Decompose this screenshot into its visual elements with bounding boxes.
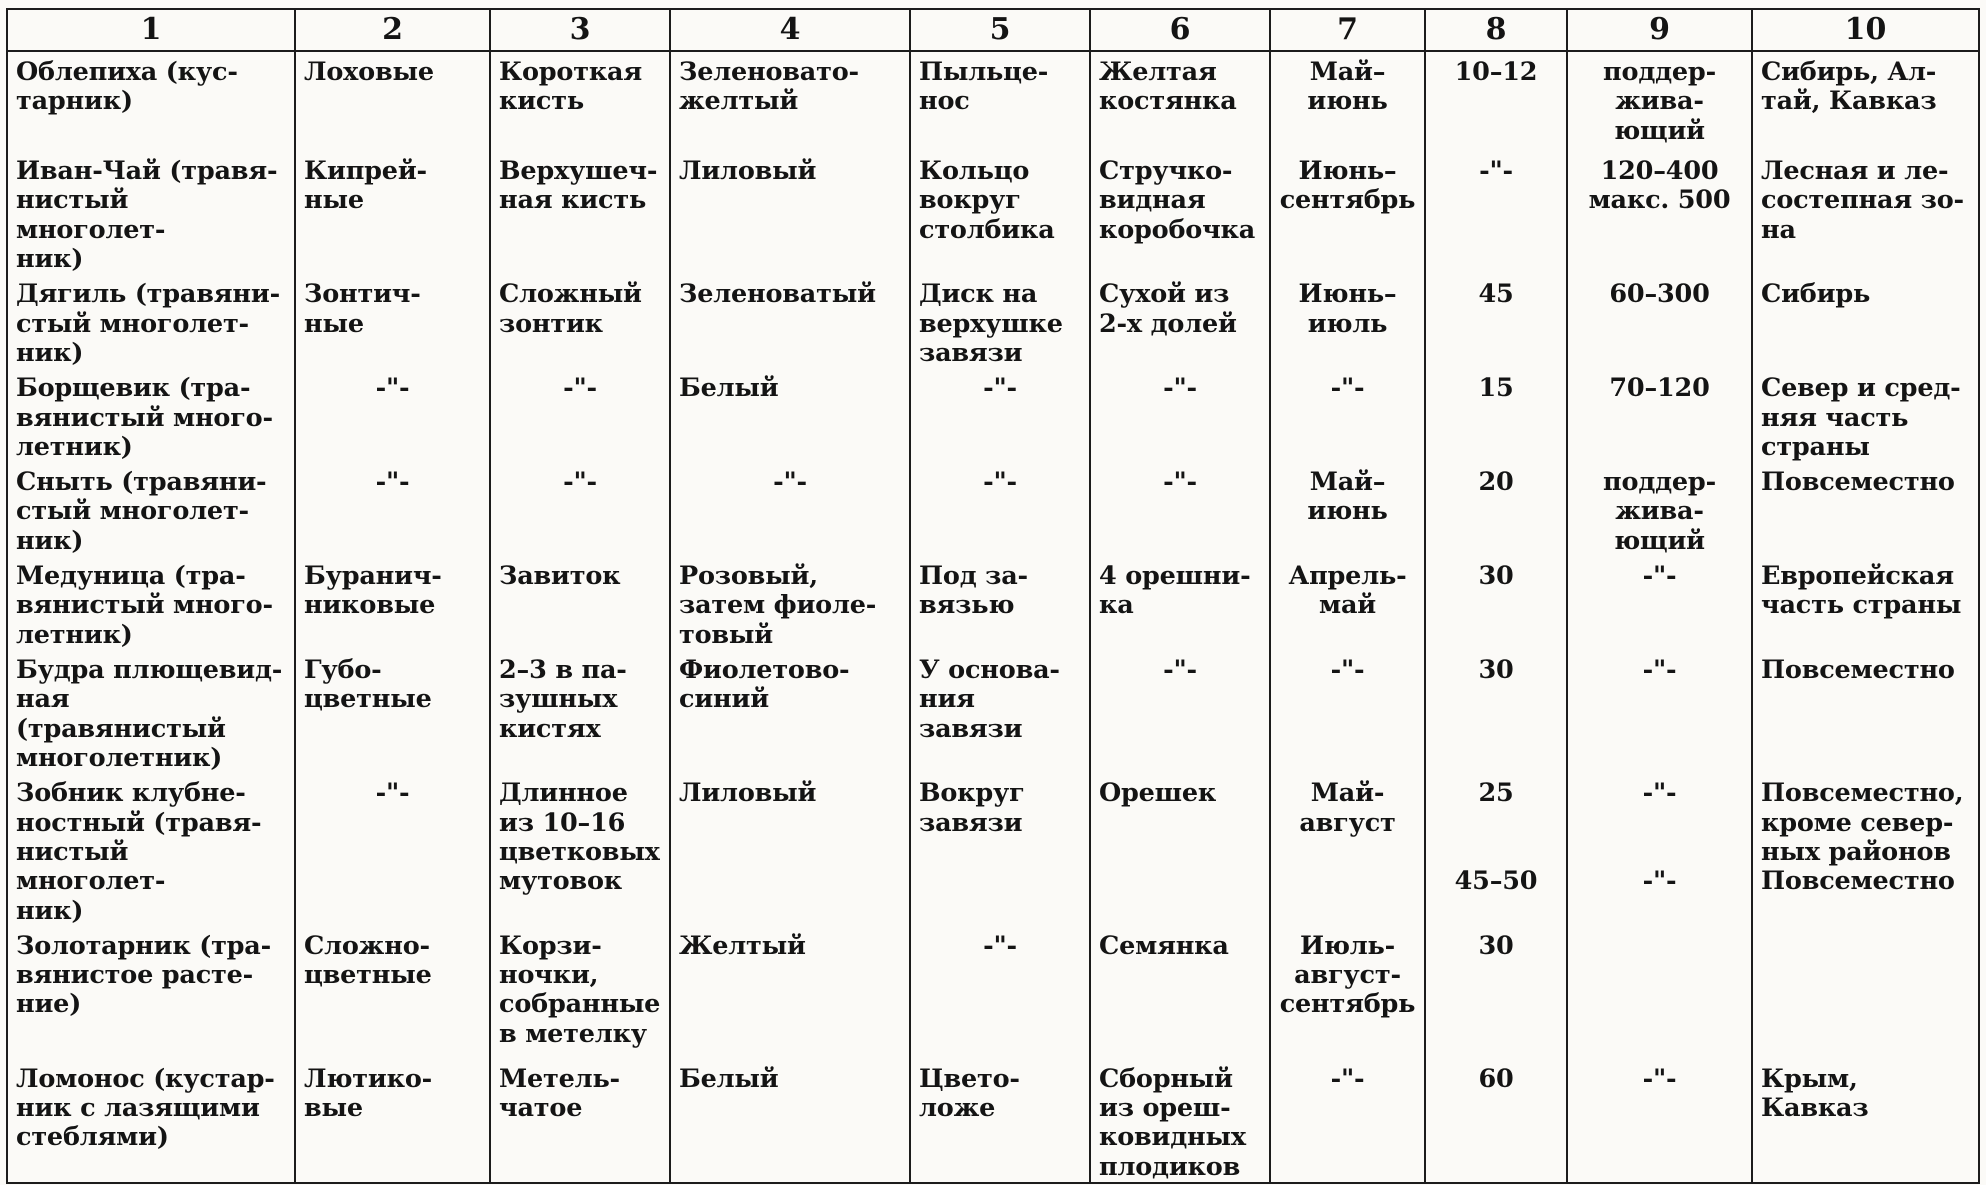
cell-text: Сухой из 2-х долей — [1099, 279, 1237, 339]
header-row — [7, 9, 1979, 51]
cell-flower-color — [670, 151, 910, 274]
cell-sugar-content — [1567, 274, 1752, 368]
cell-text: Ломонос (кустар- ник с лазящими стеблями) — [16, 1063, 275, 1153]
cell-text: 70–120 — [1609, 373, 1710, 404]
cell-flowering-period — [1270, 274, 1425, 368]
table-row — [7, 51, 1979, 151]
cell-plant-family — [295, 368, 490, 462]
cell-text: Май– июнь — [1307, 467, 1388, 527]
cell-text: 30 — [1478, 561, 1514, 592]
cell-text: Семянка — [1099, 930, 1229, 961]
cell-inflorescence — [490, 1059, 670, 1183]
cell-plant-family — [295, 51, 490, 151]
cell-text: Вокруг завязи — [919, 778, 1025, 838]
cell-text: Кольцо вокруг столбика — [919, 156, 1055, 245]
cell-plant-family — [295, 151, 490, 274]
cell-text: Желтая костянка — [1099, 57, 1237, 117]
cell-text: У основа- ния завязи — [919, 655, 1060, 744]
cell-text: 30 — [1478, 655, 1514, 685]
cell-text: Лоховые — [304, 57, 434, 87]
cell-fruit-type — [1090, 51, 1270, 151]
cell-text: Сборный из ореш- ковидных плодиков — [1099, 1063, 1246, 1182]
cell-sugar-content — [1567, 462, 1752, 556]
cell-honey-productivity — [1425, 151, 1567, 274]
cell-text: Завиток — [499, 561, 621, 592]
cell-nectary-location — [910, 1059, 1090, 1183]
cell-text: Сложный зонтик — [499, 279, 642, 339]
cell-plant-name — [7, 650, 295, 773]
cell-text: Сибирь — [1761, 279, 1871, 310]
cell-text: поддер- жива- ющий — [1603, 467, 1716, 556]
column-header: 4 — [670, 9, 910, 51]
cell-plant-name — [7, 926, 295, 1059]
cell-nectary-location — [910, 926, 1090, 1059]
cell-inflorescence — [490, 556, 670, 650]
cell-text: 4 орешни- ка — [1099, 561, 1251, 621]
cell-text: Повсеместно — [1761, 467, 1955, 498]
column-header: 6 — [1090, 9, 1270, 51]
cell-text: 30 — [1478, 930, 1514, 961]
cell-fruit-type — [1090, 926, 1270, 1059]
cell-flowering-period — [1270, 368, 1425, 462]
cell-text: -"- — [1330, 1063, 1365, 1094]
cell-sugar-content — [1567, 368, 1752, 462]
cell-honey-productivity — [1425, 274, 1567, 368]
cell-sugar-content — [1567, 556, 1752, 650]
cell-plant-family — [295, 556, 490, 650]
cell-text: 120–400 макс. 500 — [1588, 156, 1731, 216]
cell-text: Дягиль (травяни- стый многолет- ник) — [16, 279, 280, 368]
cell-text: Стручко- видная коробочка — [1099, 156, 1256, 245]
cell-flowering-period — [1270, 462, 1425, 556]
column-header: 9 — [1567, 9, 1752, 51]
cell-plant-name — [7, 274, 295, 368]
cell-sugar-content — [1567, 773, 1752, 926]
cell-plant-family — [295, 1059, 490, 1183]
cell-text: -"- — [983, 373, 1017, 404]
cell-text: Иван-Чай (травя- нистый многолет- ник) — [16, 156, 278, 274]
cell-sugar-content — [1567, 650, 1752, 773]
cell-text: Белый — [679, 1063, 779, 1094]
cell-distribution-area — [1752, 462, 1979, 556]
column-header: 2 — [295, 9, 490, 51]
cell-text: Сложно- цветные — [304, 930, 432, 991]
cell-text: Диск на верхушке завязи — [919, 279, 1063, 368]
cell-text: -"- — [375, 778, 410, 809]
cell-text: -"- — [1642, 655, 1677, 685]
cell-flowering-period — [1270, 926, 1425, 1059]
honey-plants-table — [6, 8, 1980, 1184]
cell-text: Сибирь, Ал- тай, Кавказ — [1761, 57, 1937, 117]
cell-text: Повсеместно — [1761, 655, 1955, 685]
cell-honey-productivity — [1425, 926, 1567, 1059]
cell-flowering-period — [1270, 773, 1425, 926]
cell-text: -"- — [375, 373, 410, 404]
cell-text: Под за- вязью — [919, 561, 1028, 621]
cell-plant-family — [295, 274, 490, 368]
cell-text: -"- — [983, 467, 1017, 498]
cell-sugar-content — [1567, 151, 1752, 274]
cell-text: 25 45–50 — [1454, 778, 1538, 897]
cell-flowering-period — [1270, 1059, 1425, 1183]
cell-text: Облепиха (кус- тарник) — [16, 57, 238, 117]
cell-distribution-area — [1752, 1059, 1979, 1183]
cell-text: Пыльце- нос — [919, 57, 1049, 117]
cell-flower-color — [670, 462, 910, 556]
cell-sugar-content — [1567, 926, 1752, 1059]
cell-text: -"- — [375, 467, 410, 498]
cell-flowering-period — [1270, 51, 1425, 151]
cell-text: Май- август — [1299, 778, 1396, 838]
cell-text: Цвето- ложе — [919, 1063, 1020, 1124]
cell-text: Метель- чатое — [499, 1063, 620, 1124]
cell-text: Орешек — [1099, 778, 1217, 809]
cell-fruit-type — [1090, 462, 1270, 556]
cell-text: Июль- август- сентябрь — [1279, 930, 1416, 1020]
table-row — [7, 368, 1979, 462]
table-row — [7, 926, 1979, 1059]
column-header: 5 — [910, 9, 1090, 51]
table-row — [7, 462, 1979, 556]
cell-honey-productivity — [1425, 51, 1567, 151]
cell-distribution-area — [1752, 926, 1979, 1059]
cell-text: Кипрей- ные — [304, 156, 427, 216]
table-row — [7, 773, 1979, 926]
table-row — [7, 274, 1979, 368]
cell-plant-name — [7, 773, 295, 926]
cell-text: -"- — [563, 467, 597, 498]
table-row — [7, 1059, 1979, 1183]
cell-inflorescence — [490, 773, 670, 926]
cell-text: Белый — [679, 373, 779, 404]
cell-text: -"- — [1330, 655, 1365, 685]
column-header: 10 — [1752, 9, 1979, 51]
cell-text: Золотарник (тра- вянистое расте- ние) — [16, 930, 272, 1020]
cell-text: 60–300 — [1609, 279, 1710, 310]
cell-text: -"- — [1163, 373, 1197, 404]
cell-plant-name — [7, 368, 295, 462]
cell-fruit-type — [1090, 1059, 1270, 1183]
cell-inflorescence — [490, 51, 670, 151]
column-header: 1 — [7, 9, 295, 51]
cell-flower-color — [670, 556, 910, 650]
cell-flower-color — [670, 368, 910, 462]
cell-nectary-location — [910, 368, 1090, 462]
cell-flower-color — [670, 274, 910, 368]
cell-fruit-type — [1090, 556, 1270, 650]
cell-text: -"- — [773, 467, 807, 498]
cell-text: Верхушеч- ная кисть — [499, 156, 658, 216]
cell-distribution-area — [1752, 151, 1979, 274]
cell-plant-family — [295, 650, 490, 773]
cell-nectary-location — [910, 556, 1090, 650]
cell-fruit-type — [1090, 650, 1270, 773]
cell-flowering-period — [1270, 151, 1425, 274]
cell-text: Зеленовато- желтый — [679, 57, 859, 117]
cell-flower-color — [670, 650, 910, 773]
table-row — [7, 151, 1979, 274]
cell-text: Будра плющевид- ная (травянистый многолетник) — [16, 655, 283, 773]
cell-text: -"- -"- — [1642, 778, 1677, 897]
cell-inflorescence — [490, 151, 670, 274]
column-header: 7 — [1270, 9, 1425, 51]
cell-text: Медуница (тра- вянистый много- летник) — [16, 561, 273, 650]
cell-text: Зеленоватый — [679, 279, 876, 310]
cell-fruit-type — [1090, 773, 1270, 926]
cell-distribution-area — [1752, 51, 1979, 151]
cell-sugar-content — [1567, 1059, 1752, 1183]
cell-inflorescence — [490, 274, 670, 368]
cell-text: Север и сред- няя часть страны — [1761, 373, 1961, 462]
cell-text: Зобник клубне- ностный (травя- нистый многолет- ник) — [16, 778, 262, 926]
cell-text: Борщевик (тра- вянистый много- летник) — [16, 373, 273, 462]
cell-plant-name — [7, 51, 295, 151]
table-row — [7, 650, 1979, 773]
cell-text: Лиловый — [679, 156, 817, 186]
cell-plant-family — [295, 462, 490, 556]
cell-distribution-area — [1752, 368, 1979, 462]
cell-fruit-type — [1090, 368, 1270, 462]
cell-text: Лесная и ле- состепная зо- на — [1761, 156, 1964, 245]
cell-nectary-location — [910, 462, 1090, 556]
cell-honey-productivity — [1425, 773, 1567, 926]
cell-text: Лютико- вые — [304, 1063, 433, 1124]
cell-text: Длинное из 10–16 цветковых мутовок — [499, 778, 660, 897]
cell-distribution-area — [1752, 556, 1979, 650]
cell-fruit-type — [1090, 274, 1270, 368]
cell-plant-name — [7, 462, 295, 556]
cell-text: Европейская часть страны — [1761, 561, 1962, 621]
cell-text: Розовый, затем фиоле- товый — [679, 561, 877, 650]
cell-text: Губо- цветные — [304, 655, 432, 715]
cell-text: Май– июнь — [1307, 57, 1388, 117]
cell-plant-family — [295, 926, 490, 1059]
cell-flower-color — [670, 773, 910, 926]
cell-text: -"- — [563, 373, 597, 404]
cell-text: 10–12 — [1454, 57, 1538, 87]
cell-nectary-location — [910, 773, 1090, 926]
cell-text: -"- — [1163, 655, 1197, 685]
cell-plant-name — [7, 1059, 295, 1183]
cell-flower-color — [670, 926, 910, 1059]
cell-sugar-content — [1567, 51, 1752, 151]
cell-nectary-location — [910, 151, 1090, 274]
cell-inflorescence — [490, 462, 670, 556]
cell-text: Июнь– июль — [1298, 279, 1397, 339]
cell-text: -"- — [1642, 1063, 1677, 1094]
cell-plant-name — [7, 556, 295, 650]
cell-flower-color — [670, 51, 910, 151]
cell-text: Апрель- май — [1288, 561, 1407, 621]
cell-inflorescence — [490, 650, 670, 773]
column-header: 8 — [1425, 9, 1567, 51]
cell-nectary-location — [910, 51, 1090, 151]
cell-flowering-period — [1270, 650, 1425, 773]
cell-text: Крым, Кавказ — [1761, 1063, 1869, 1124]
cell-honey-productivity — [1425, 368, 1567, 462]
cell-text: 60 — [1478, 1063, 1514, 1094]
cell-text: -"- — [1330, 373, 1365, 404]
cell-text: Буранич- никовые — [304, 561, 442, 621]
cell-honey-productivity — [1425, 650, 1567, 773]
table-row — [7, 556, 1979, 650]
column-header: 3 — [490, 9, 670, 51]
cell-distribution-area — [1752, 773, 1979, 926]
cell-text: -"- — [1163, 467, 1197, 498]
cell-flower-color — [670, 1059, 910, 1183]
cell-nectary-location — [910, 274, 1090, 368]
cell-text: Желтый — [679, 930, 806, 961]
cell-text: Зонтич- ные — [304, 279, 421, 339]
cell-text: Сныть (травяни- стый многолет- ник) — [16, 467, 267, 556]
cell-text: Повсеместно, кроме север- ных районов Повсеместно — [1761, 778, 1964, 897]
cell-text: -"- — [983, 930, 1017, 961]
cell-text: -"- — [1479, 156, 1513, 186]
cell-text: Короткая кисть — [499, 57, 643, 117]
cell-honey-productivity — [1425, 556, 1567, 650]
cell-distribution-area — [1752, 650, 1979, 773]
cell-plant-name — [7, 151, 295, 274]
cell-text: 20 — [1478, 467, 1514, 498]
cell-distribution-area — [1752, 274, 1979, 368]
cell-text: 2–3 в па- зушных кистях — [499, 655, 627, 744]
cell-honey-productivity — [1425, 1059, 1567, 1183]
cell-flowering-period — [1270, 556, 1425, 650]
cell-inflorescence — [490, 368, 670, 462]
cell-text: -"- — [1642, 561, 1677, 592]
cell-plant-family — [295, 773, 490, 926]
cell-nectary-location — [910, 650, 1090, 773]
cell-text: Корзи- ночки, собранные в метелку — [499, 930, 661, 1049]
cell-honey-productivity — [1425, 462, 1567, 556]
cell-text: 45 — [1478, 279, 1514, 310]
cell-text: Фиолетово- синий — [679, 655, 850, 715]
table-body — [7, 51, 1979, 1183]
cell-text: Июнь– сентябрь — [1279, 156, 1416, 216]
cell-text: поддер- жива- ющий — [1603, 57, 1716, 146]
cell-text: Лиловый — [679, 778, 817, 809]
cell-fruit-type — [1090, 151, 1270, 274]
cell-text: 15 — [1478, 373, 1514, 404]
cell-inflorescence — [490, 926, 670, 1059]
